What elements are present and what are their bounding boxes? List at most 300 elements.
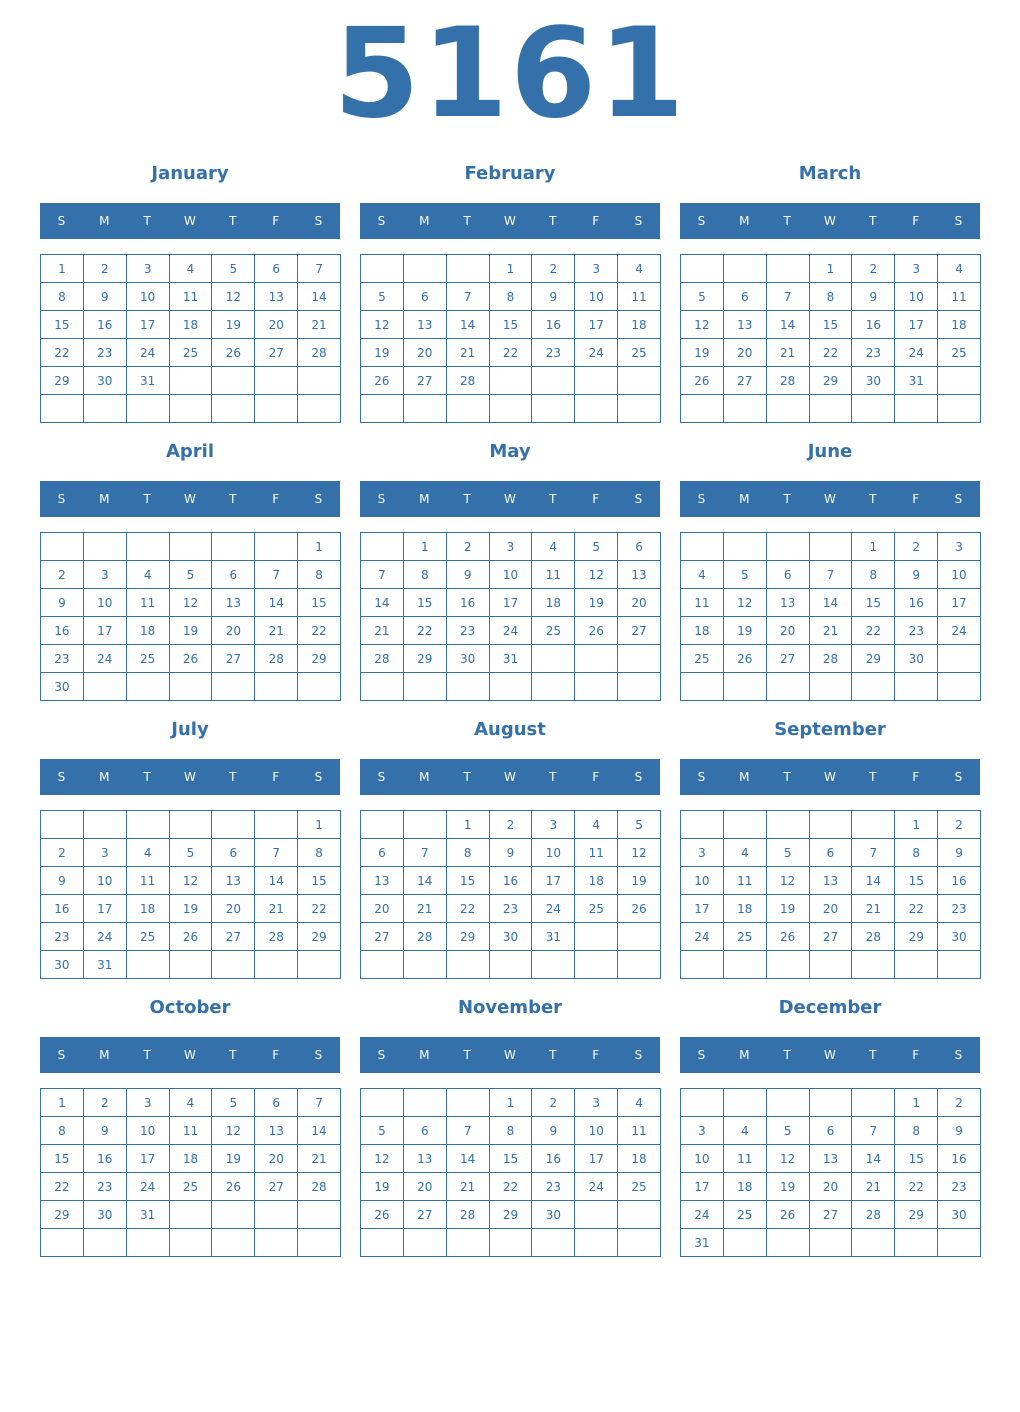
weekday-label: W bbox=[184, 492, 196, 506]
empty-cell bbox=[170, 811, 213, 839]
weekday-label: S bbox=[57, 1048, 66, 1062]
empty-cell bbox=[575, 923, 618, 951]
day-cell: 31 bbox=[895, 367, 938, 395]
empty-cell bbox=[681, 811, 724, 839]
day-cell: 17 bbox=[575, 311, 618, 339]
day-cell: 6 bbox=[212, 561, 255, 589]
weekday-label: S bbox=[57, 214, 66, 228]
day-cell: 24 bbox=[84, 923, 127, 951]
empty-cell bbox=[490, 673, 533, 701]
day-cell: 9 bbox=[532, 283, 575, 311]
empty-cell bbox=[404, 1089, 447, 1117]
day-cell: 27 bbox=[361, 923, 404, 951]
day-cell: 4 bbox=[724, 1117, 767, 1145]
empty-cell bbox=[41, 811, 84, 839]
day-cell: 20 bbox=[255, 311, 298, 339]
day-cell: 4 bbox=[127, 561, 170, 589]
day-grid bbox=[360, 1088, 661, 1257]
month-title: June bbox=[807, 441, 853, 462]
day-cell: 29 bbox=[298, 923, 341, 951]
day-cell: 8 bbox=[298, 839, 341, 867]
weekday-header bbox=[680, 203, 980, 239]
empty-cell bbox=[532, 673, 575, 701]
day-cell: 25 bbox=[938, 339, 981, 367]
day-cell: 31 bbox=[127, 367, 170, 395]
weekday-header bbox=[680, 481, 980, 517]
day-cell: 28 bbox=[810, 645, 853, 673]
empty-cell bbox=[170, 395, 213, 423]
day-cell: 4 bbox=[127, 839, 170, 867]
day-cell: 18 bbox=[575, 867, 618, 895]
day-cell: 19 bbox=[767, 1173, 810, 1201]
day-cell: 16 bbox=[852, 311, 895, 339]
day-cell: 11 bbox=[532, 561, 575, 589]
day-cell: 20 bbox=[212, 895, 255, 923]
weekday-label: W bbox=[504, 214, 516, 228]
weekday-label: S bbox=[377, 492, 386, 506]
weekday-label: W bbox=[504, 770, 516, 784]
empty-cell bbox=[767, 811, 810, 839]
empty-cell bbox=[212, 673, 255, 701]
weekday-label: S bbox=[697, 492, 706, 506]
day-cell: 8 bbox=[895, 839, 938, 867]
day-cell: 29 bbox=[895, 923, 938, 951]
weekday-header bbox=[360, 759, 660, 795]
weekday-header bbox=[360, 481, 660, 517]
empty-cell bbox=[255, 951, 298, 979]
day-cell: 23 bbox=[41, 645, 84, 673]
empty-cell bbox=[361, 395, 404, 423]
weekday-label: T bbox=[143, 492, 151, 506]
empty-cell bbox=[724, 395, 767, 423]
weekday-label: T bbox=[549, 1048, 557, 1062]
day-cell: 29 bbox=[298, 645, 341, 673]
day-cell: 9 bbox=[41, 867, 84, 895]
day-cell: 3 bbox=[575, 255, 618, 283]
day-cell: 20 bbox=[361, 895, 404, 923]
day-cell: 30 bbox=[490, 923, 533, 951]
empty-cell bbox=[170, 673, 213, 701]
day-cell: 14 bbox=[298, 1117, 341, 1145]
empty-cell bbox=[724, 255, 767, 283]
empty-cell bbox=[938, 645, 981, 673]
day-cell: 14 bbox=[255, 867, 298, 895]
empty-cell bbox=[404, 1229, 447, 1257]
day-cell: 1 bbox=[490, 255, 533, 283]
day-cell: 12 bbox=[618, 839, 661, 867]
day-cell: 6 bbox=[724, 283, 767, 311]
day-cell: 21 bbox=[298, 1145, 341, 1173]
day-cell: 20 bbox=[212, 617, 255, 645]
day-cell: 20 bbox=[618, 589, 661, 617]
weekday-label: T bbox=[783, 214, 791, 228]
weekday-label: W bbox=[184, 1048, 196, 1062]
empty-cell bbox=[41, 1229, 84, 1257]
day-cell: 12 bbox=[575, 561, 618, 589]
weekday-label: W bbox=[504, 1048, 516, 1062]
day-cell: 24 bbox=[681, 1201, 724, 1229]
day-cell: 10 bbox=[895, 283, 938, 311]
day-cell: 20 bbox=[404, 1173, 447, 1201]
day-cell: 14 bbox=[447, 1145, 490, 1173]
weekday-header bbox=[40, 203, 340, 239]
empty-cell bbox=[212, 367, 255, 395]
day-cell: 28 bbox=[298, 1173, 341, 1201]
empty-cell bbox=[361, 673, 404, 701]
empty-cell bbox=[84, 533, 127, 561]
weekday-label: M bbox=[739, 770, 750, 784]
weekday-label: S bbox=[377, 770, 386, 784]
day-cell: 5 bbox=[767, 1117, 810, 1145]
empty-cell bbox=[212, 395, 255, 423]
weekday-label: M bbox=[419, 492, 430, 506]
day-cell: 20 bbox=[724, 339, 767, 367]
empty-cell bbox=[255, 1229, 298, 1257]
day-cell: 27 bbox=[212, 645, 255, 673]
empty-cell bbox=[212, 1201, 255, 1229]
empty-cell bbox=[255, 673, 298, 701]
empty-cell bbox=[681, 673, 724, 701]
weekday-label: W bbox=[504, 492, 516, 506]
weekday-label: T bbox=[229, 492, 237, 506]
weekday-label: T bbox=[463, 1048, 471, 1062]
day-cell: 2 bbox=[84, 255, 127, 283]
empty-cell bbox=[361, 1089, 404, 1117]
day-grid bbox=[680, 254, 981, 423]
month-title: February bbox=[464, 163, 556, 184]
day-cell: 13 bbox=[810, 867, 853, 895]
day-cell: 10 bbox=[127, 1117, 170, 1145]
day-cell: 22 bbox=[490, 339, 533, 367]
day-cell: 9 bbox=[84, 283, 127, 311]
day-cell: 8 bbox=[895, 1117, 938, 1145]
day-cell: 15 bbox=[298, 867, 341, 895]
day-grid bbox=[40, 1088, 341, 1257]
month-title: October bbox=[149, 997, 231, 1018]
day-cell: 25 bbox=[724, 1201, 767, 1229]
month-title: August bbox=[474, 719, 546, 740]
empty-cell bbox=[447, 1089, 490, 1117]
empty-cell bbox=[255, 367, 298, 395]
day-cell: 15 bbox=[447, 867, 490, 895]
day-cell: 28 bbox=[298, 339, 341, 367]
empty-cell bbox=[575, 1229, 618, 1257]
day-cell: 15 bbox=[41, 311, 84, 339]
empty-cell bbox=[127, 951, 170, 979]
empty-cell bbox=[618, 1201, 661, 1229]
empty-cell bbox=[767, 255, 810, 283]
day-cell: 16 bbox=[84, 1145, 127, 1173]
weekday-label: S bbox=[634, 770, 643, 784]
day-cell: 16 bbox=[447, 589, 490, 617]
day-cell: 12 bbox=[170, 589, 213, 617]
day-cell: 2 bbox=[532, 255, 575, 283]
day-cell: 13 bbox=[212, 589, 255, 617]
weekday-label: M bbox=[419, 214, 430, 228]
empty-cell bbox=[255, 533, 298, 561]
day-cell: 10 bbox=[575, 1117, 618, 1145]
day-cell: 17 bbox=[490, 589, 533, 617]
day-grid bbox=[360, 254, 661, 423]
empty-cell bbox=[852, 1229, 895, 1257]
empty-cell bbox=[41, 395, 84, 423]
weekday-label: M bbox=[99, 214, 110, 228]
weekday-label: S bbox=[377, 214, 386, 228]
day-cell: 7 bbox=[255, 839, 298, 867]
day-cell: 19 bbox=[170, 617, 213, 645]
day-cell: 1 bbox=[41, 255, 84, 283]
day-cell: 28 bbox=[404, 923, 447, 951]
day-grid bbox=[40, 532, 341, 701]
empty-cell bbox=[810, 395, 853, 423]
day-cell: 26 bbox=[361, 1201, 404, 1229]
empty-cell bbox=[575, 1201, 618, 1229]
empty-cell bbox=[361, 951, 404, 979]
month-title: November bbox=[457, 997, 563, 1018]
day-cell: 3 bbox=[127, 1089, 170, 1117]
empty-cell bbox=[447, 951, 490, 979]
weekday-label: T bbox=[869, 770, 877, 784]
day-cell: 7 bbox=[447, 1117, 490, 1145]
empty-cell bbox=[852, 811, 895, 839]
day-cell: 30 bbox=[852, 367, 895, 395]
day-cell: 23 bbox=[84, 339, 127, 367]
weekday-label: T bbox=[143, 1048, 151, 1062]
day-cell: 9 bbox=[938, 1117, 981, 1145]
empty-cell bbox=[255, 811, 298, 839]
day-cell: 30 bbox=[447, 645, 490, 673]
day-cell: 8 bbox=[852, 561, 895, 589]
day-cell: 19 bbox=[767, 895, 810, 923]
day-cell: 8 bbox=[810, 283, 853, 311]
day-cell: 15 bbox=[895, 1145, 938, 1173]
day-cell: 11 bbox=[127, 589, 170, 617]
weekday-label: F bbox=[912, 770, 920, 784]
day-cell: 8 bbox=[298, 561, 341, 589]
day-cell: 17 bbox=[84, 895, 127, 923]
day-cell: 2 bbox=[84, 1089, 127, 1117]
day-grid bbox=[680, 1088, 981, 1257]
day-cell: 16 bbox=[938, 867, 981, 895]
empty-cell bbox=[447, 255, 490, 283]
day-cell: 10 bbox=[681, 867, 724, 895]
weekday-label: S bbox=[954, 492, 963, 506]
empty-cell bbox=[404, 255, 447, 283]
day-cell: 18 bbox=[170, 311, 213, 339]
day-cell: 9 bbox=[852, 283, 895, 311]
day-cell: 5 bbox=[767, 839, 810, 867]
empty-cell bbox=[212, 811, 255, 839]
empty-cell bbox=[170, 1229, 213, 1257]
day-cell: 21 bbox=[361, 617, 404, 645]
day-cell: 23 bbox=[938, 895, 981, 923]
day-cell: 17 bbox=[532, 867, 575, 895]
empty-cell bbox=[298, 673, 341, 701]
day-cell: 29 bbox=[852, 645, 895, 673]
day-cell: 7 bbox=[255, 561, 298, 589]
day-cell: 14 bbox=[767, 311, 810, 339]
day-cell: 5 bbox=[681, 283, 724, 311]
day-cell: 26 bbox=[170, 923, 213, 951]
day-cell: 9 bbox=[447, 561, 490, 589]
day-cell: 13 bbox=[212, 867, 255, 895]
empty-cell bbox=[298, 1201, 341, 1229]
empty-cell bbox=[575, 395, 618, 423]
day-cell: 24 bbox=[532, 895, 575, 923]
day-cell: 25 bbox=[724, 923, 767, 951]
day-cell: 16 bbox=[532, 311, 575, 339]
day-cell: 25 bbox=[170, 1173, 213, 1201]
day-cell: 13 bbox=[255, 1117, 298, 1145]
day-cell: 26 bbox=[767, 1201, 810, 1229]
day-cell: 7 bbox=[810, 561, 853, 589]
month-title: May bbox=[489, 441, 531, 462]
day-cell: 15 bbox=[490, 311, 533, 339]
day-cell: 10 bbox=[84, 589, 127, 617]
empty-cell bbox=[298, 951, 341, 979]
day-cell: 17 bbox=[938, 589, 981, 617]
empty-cell bbox=[618, 1229, 661, 1257]
day-cell: 24 bbox=[575, 339, 618, 367]
empty-cell bbox=[447, 1229, 490, 1257]
day-cell: 13 bbox=[810, 1145, 853, 1173]
month-title: April bbox=[165, 441, 215, 462]
weekday-header bbox=[680, 759, 980, 795]
day-cell: 20 bbox=[404, 339, 447, 367]
day-cell: 19 bbox=[361, 1173, 404, 1201]
day-cell: 26 bbox=[361, 367, 404, 395]
empty-cell bbox=[447, 395, 490, 423]
day-cell: 17 bbox=[575, 1145, 618, 1173]
day-cell: 23 bbox=[490, 895, 533, 923]
day-cell: 16 bbox=[490, 867, 533, 895]
day-cell: 23 bbox=[895, 617, 938, 645]
empty-cell bbox=[895, 395, 938, 423]
empty-cell bbox=[298, 395, 341, 423]
day-cell: 24 bbox=[895, 339, 938, 367]
weekday-label: T bbox=[229, 214, 237, 228]
weekday-label: S bbox=[314, 1048, 323, 1062]
day-cell: 11 bbox=[938, 283, 981, 311]
day-cell: 21 bbox=[255, 617, 298, 645]
empty-cell bbox=[767, 1229, 810, 1257]
day-cell: 17 bbox=[895, 311, 938, 339]
day-cell: 6 bbox=[618, 533, 661, 561]
day-cell: 15 bbox=[895, 867, 938, 895]
day-cell: 5 bbox=[361, 283, 404, 311]
empty-cell bbox=[404, 395, 447, 423]
month-title: December bbox=[778, 997, 882, 1018]
day-cell: 20 bbox=[767, 617, 810, 645]
weekday-label: T bbox=[463, 492, 471, 506]
day-cell: 31 bbox=[532, 923, 575, 951]
day-cell: 22 bbox=[41, 339, 84, 367]
day-cell: 2 bbox=[41, 839, 84, 867]
day-cell: 11 bbox=[618, 283, 661, 311]
day-cell: 2 bbox=[895, 533, 938, 561]
day-cell: 13 bbox=[618, 561, 661, 589]
day-cell: 25 bbox=[575, 895, 618, 923]
weekday-label: F bbox=[912, 214, 920, 228]
day-cell: 23 bbox=[852, 339, 895, 367]
day-cell: 30 bbox=[938, 923, 981, 951]
year-title: 5161 bbox=[333, 2, 687, 146]
weekday-label: T bbox=[549, 492, 557, 506]
weekday-label: M bbox=[739, 492, 750, 506]
day-cell: 22 bbox=[298, 895, 341, 923]
weekday-label: W bbox=[824, 214, 836, 228]
day-cell: 3 bbox=[84, 561, 127, 589]
empty-cell bbox=[532, 645, 575, 673]
day-cell: 29 bbox=[404, 645, 447, 673]
day-cell: 30 bbox=[895, 645, 938, 673]
day-cell: 12 bbox=[212, 283, 255, 311]
empty-cell bbox=[767, 1089, 810, 1117]
day-cell: 28 bbox=[767, 367, 810, 395]
day-cell: 1 bbox=[404, 533, 447, 561]
empty-cell bbox=[127, 811, 170, 839]
day-cell: 21 bbox=[852, 895, 895, 923]
day-cell: 14 bbox=[810, 589, 853, 617]
day-cell: 18 bbox=[681, 617, 724, 645]
day-cell: 6 bbox=[361, 839, 404, 867]
empty-cell bbox=[447, 673, 490, 701]
empty-cell bbox=[618, 645, 661, 673]
day-cell: 21 bbox=[447, 1173, 490, 1201]
day-cell: 12 bbox=[767, 867, 810, 895]
day-cell: 25 bbox=[681, 645, 724, 673]
day-cell: 14 bbox=[361, 589, 404, 617]
empty-cell bbox=[255, 395, 298, 423]
day-cell: 10 bbox=[84, 867, 127, 895]
day-cell: 16 bbox=[532, 1145, 575, 1173]
day-cell: 17 bbox=[84, 617, 127, 645]
day-cell: 10 bbox=[127, 283, 170, 311]
empty-cell bbox=[532, 367, 575, 395]
day-cell: 12 bbox=[361, 311, 404, 339]
day-cell: 27 bbox=[404, 367, 447, 395]
empty-cell bbox=[724, 951, 767, 979]
weekday-label: S bbox=[377, 1048, 386, 1062]
day-cell: 24 bbox=[681, 923, 724, 951]
empty-cell bbox=[618, 951, 661, 979]
day-cell: 1 bbox=[447, 811, 490, 839]
day-cell: 3 bbox=[127, 255, 170, 283]
day-cell: 16 bbox=[41, 617, 84, 645]
weekday-label: S bbox=[697, 770, 706, 784]
empty-cell bbox=[532, 1229, 575, 1257]
day-cell: 1 bbox=[895, 1089, 938, 1117]
day-cell: 21 bbox=[404, 895, 447, 923]
day-grid bbox=[360, 810, 661, 979]
day-cell: 21 bbox=[298, 311, 341, 339]
day-cell: 1 bbox=[41, 1089, 84, 1117]
day-cell: 19 bbox=[361, 339, 404, 367]
day-cell: 13 bbox=[361, 867, 404, 895]
weekday-label: F bbox=[592, 1048, 600, 1062]
day-grid bbox=[680, 532, 981, 701]
day-cell: 24 bbox=[84, 645, 127, 673]
day-cell: 11 bbox=[724, 867, 767, 895]
day-cell: 23 bbox=[532, 339, 575, 367]
weekday-label: M bbox=[419, 770, 430, 784]
day-cell: 26 bbox=[724, 645, 767, 673]
day-cell: 3 bbox=[895, 255, 938, 283]
weekday-label: S bbox=[314, 492, 323, 506]
day-cell: 3 bbox=[84, 839, 127, 867]
day-cell: 19 bbox=[618, 867, 661, 895]
day-cell: 6 bbox=[255, 1089, 298, 1117]
